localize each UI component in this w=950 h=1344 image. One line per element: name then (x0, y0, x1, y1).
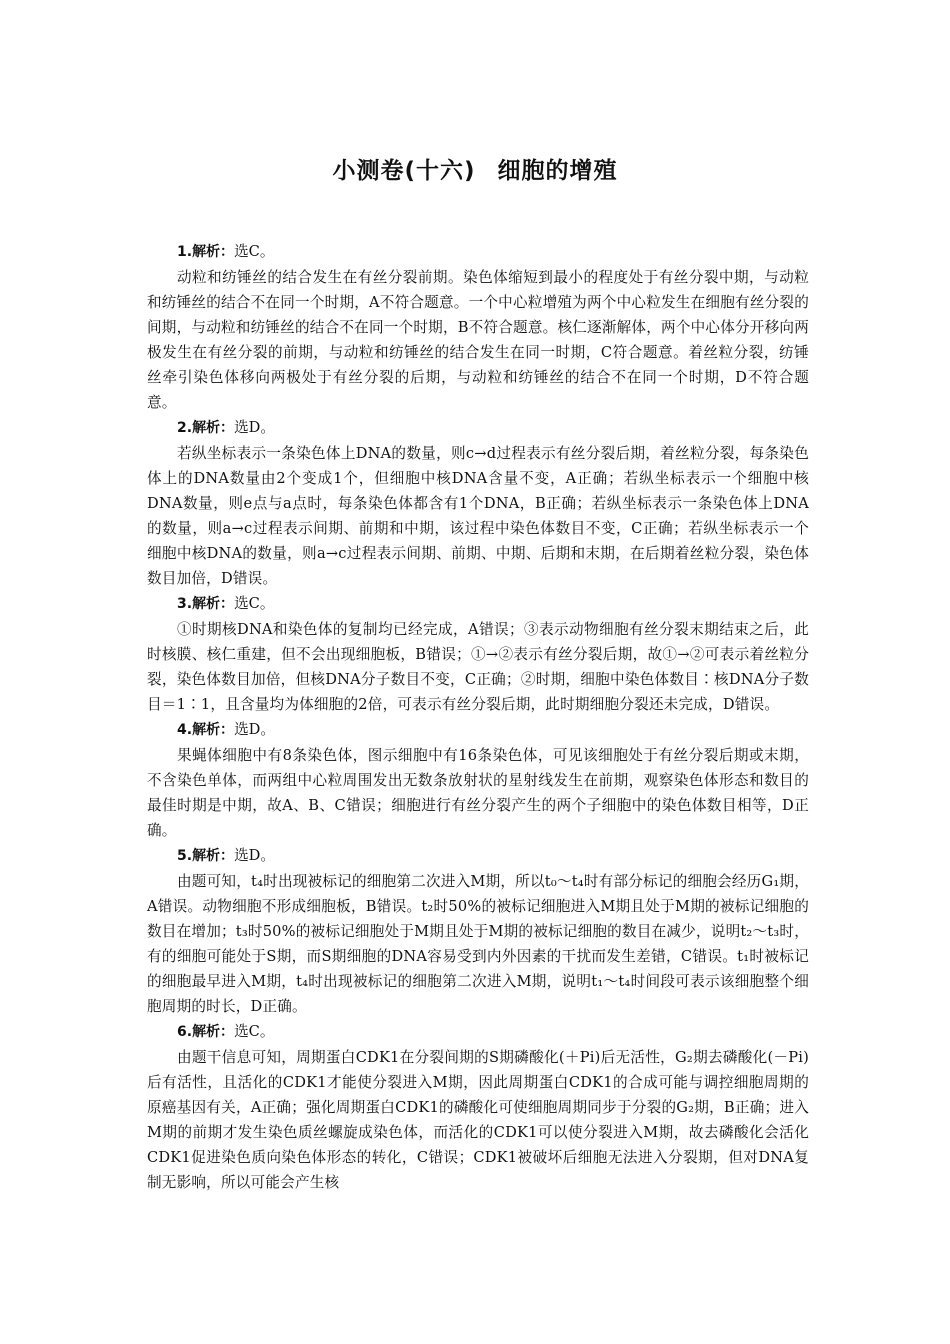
question-5-body: 由题可知，t₄时出现被标记的细胞第二次进入M期，所以t₀～t₄时有部分标记的细胞会经历G₁期，A错误。动物细胞不形成细胞板，B错误。t₂时50%的被标记细胞进入M期且处于M期的被标记细胞的数目在增加；t₃时50%的被标记细胞处于M期且处于M期的被标记细胞的数目在减少，说明t₂～t₃时，有的细胞可能处于S期，而S期细胞的DNA容易受到内外因素的干扰而发生差错，C错误。t₁时被标记的细胞最早进入M期，t₄时出现被标记的细胞第二次进入M期，说明t₁～t₄时间段可表示该细胞整个细胞周期的时长，D正确。 (147, 873, 809, 1015)
analysis-label: 解析： (192, 1024, 235, 1040)
title-sub: 细胞的增殖 (497, 158, 618, 184)
question-number: 6. (177, 1024, 193, 1040)
question-1-heading (147, 239, 809, 265)
analysis-label: 解析： (192, 420, 235, 436)
question-4-body: 果蝇体细胞中有8条染色体，图示细胞中有16条染色体，可见该细胞处于有丝分裂后期或末期，不含染色单体，而两组中心粒周围发出无数条放射状的星射线发生在前期，观察染色体形态和数目的最佳时期是中期，故A、B、C错误；细胞进行有丝分裂产生的两个子细胞中的染色体数目相等，D正确。 (147, 747, 809, 839)
question-6-heading (147, 1019, 809, 1045)
answer-choice: 选D。 (234, 847, 275, 864)
question-6-body: 由题干信息可知，周期蛋白CDK1在分裂间期的S期磷酸化(＋Pi)后无活性，G₂期去磷酸化(－Pi)后有活性，且活化的CDK1才能使分裂进入M期，因此周期蛋白CDK1的合成可能与调控细胞周期的原癌基因有关，A正确；强化周期蛋白CDK1的磷酸化可使细胞周期同步于分裂的G₂期，B正确；进入M期的前期才发生染色质丝螺旋成染色体，而活化的CDK1可以使分裂进入M期，故去磷酸化会活化CDK1促进染色质向染色体形态的转化，C错误；CDK1被破坏后细胞无法进入分裂期，但对DNA复制无影响，所以可能会产生核 (147, 1049, 809, 1191)
title-main: 小测卷(十六) (332, 158, 476, 184)
analysis-label: 解析： (192, 596, 235, 612)
answer-content (147, 239, 809, 1195)
question-3-body: ①时期核DNA和染色体的复制均已经完成，A错误；③表示动物细胞有丝分裂末期结束之后，此时核膜、核仁重建，但不会出现细胞板，B错误；①→②表示有丝分裂后期，故①→②可表示着丝粒分裂，染色体数目加倍，但核DNA分子数目不变，C正确；②时期，细胞中染色体数目∶核DNA分子数目＝1∶1，且含量均为体细胞的2倍，可表示有丝分裂后期，此时期细胞分裂还未完成，D错误。 (147, 621, 809, 713)
question-1-body: 动粒和纺锤丝的结合发生在有丝分裂前期。染色体缩短到最小的程度处于有丝分裂中期，与动粒和纺锤丝的结合不在同一个时期，A不符合题意。一个中心粒增殖为两个中心粒发生在细胞有丝分裂的间期，与动粒和纺锤丝的结合不在同一个时期，B不符合题意。核仁逐渐解体，两个中心体分开移向两极发生在有丝分裂的前期，与动粒和纺锤丝的结合发生在同一时期，C符合题意。着丝粒分裂，纺锤丝牵引染色体移向两极处于有丝分裂的后期，与动粒和纺锤丝的结合不在同一个时期，D不符合题意。 (147, 269, 809, 411)
question-2-body: 若纵坐标表示一条染色体上DNA的数量，则c→d过程表示有丝分裂后期，着丝粒分裂，每条染色体上的DNA数量由2个变成1个，但细胞中核DNA含量不变，A正确；若纵坐标表示一个细胞中核DNA数量，则e点与a点时，每条染色体都含有1个DNA，B正确；若纵坐标表示一条染色体上DNA的数量，则a→c过程表示间期、前期和中期，该过程中染色体数目不变，C正确；若纵坐标表示一个细胞中核DNA的数量，则a→c过程表示间期、前期、中期、后期和末期，在后期着丝粒分裂，染色体数目加倍，D错误。 (147, 445, 809, 587)
question-number: 3. (177, 596, 193, 612)
answer-choice: 选D。 (234, 721, 275, 738)
question-5-heading (147, 843, 809, 869)
question-number: 4. (177, 722, 193, 738)
answer-choice: 选C。 (234, 1023, 275, 1040)
answer-choice: 选C。 (234, 243, 275, 260)
question-2-heading (147, 415, 809, 441)
question-number: 2. (177, 420, 193, 436)
question-3-heading (147, 591, 809, 617)
page-title (0, 152, 950, 185)
answer-choice: 选C。 (234, 595, 275, 612)
analysis-label: 解析： (192, 244, 235, 260)
answer-choice: 选D。 (234, 419, 275, 436)
question-number: 1. (177, 244, 193, 260)
question-number: 5. (177, 848, 193, 864)
analysis-label: 解析： (192, 848, 235, 864)
analysis-label: 解析： (192, 722, 235, 738)
question-4-heading (147, 717, 809, 743)
